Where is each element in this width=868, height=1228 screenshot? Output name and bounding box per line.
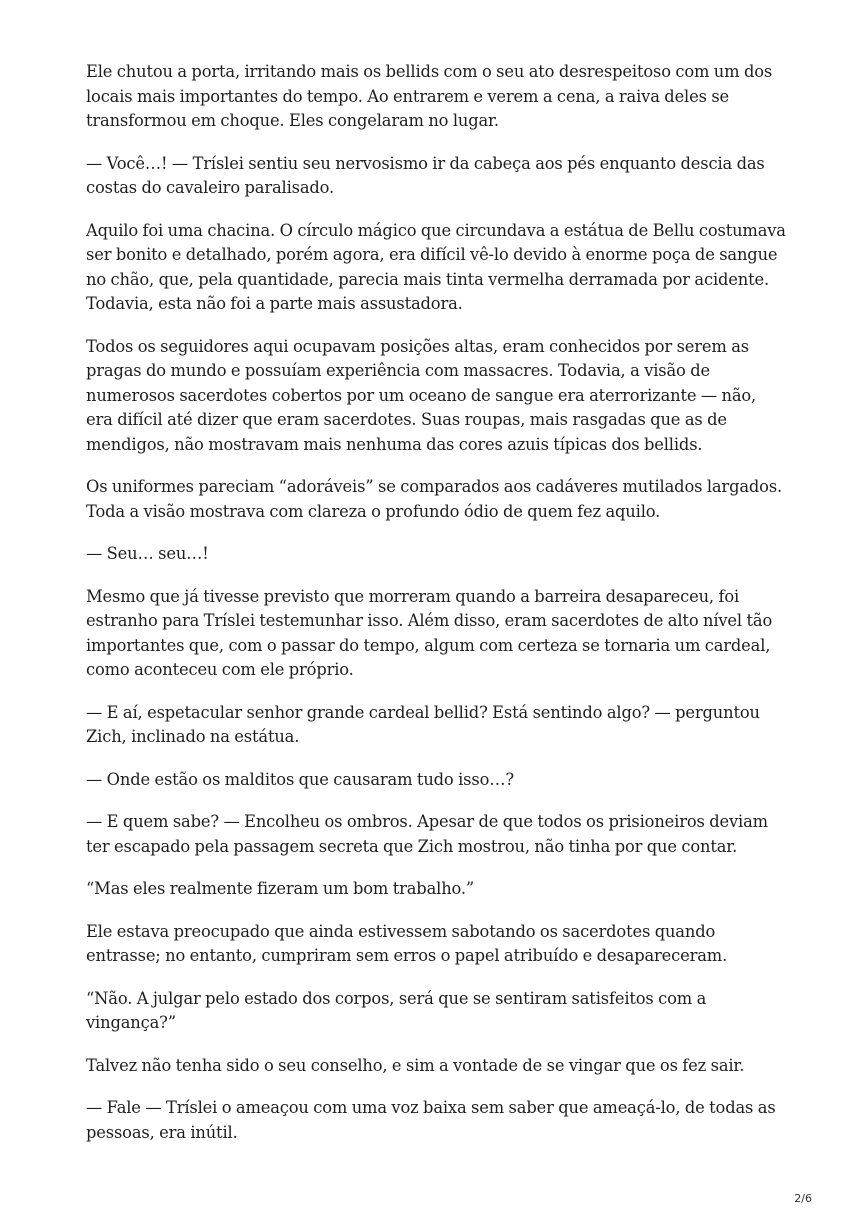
paragraph-8: — E aí, espetacular senhor grande cardeal bellid? Está sentindo algo? — perguntou Zich, inclinado na estátua. (86, 702, 760, 746)
paragraph-1: Ele chutou a porta, irritando mais os bellids com o seu ato desrespeitoso com um dos locais mais importantes do tempo. Ao entrarem e verem a cena, a raiva deles se transformou em choque. Eles congelaram no lugar. (86, 62, 773, 130)
paragraph-10: — E quem sabe? — Encolheu os ombros. Apesar de que todos os prisioneiros deviam ter escapado pela passagem secreta que Zich mostrou, não tinha por que contar. (86, 812, 768, 856)
paragraph-3: Aquilo foi uma chacina. O círculo mágico que circundava a estátua de Bellu costumava ser bonito e detalhado, porém agora, era difícil vê-lo devido à enorme poça de sangue no chão, que, pela quantidade, parecia mais tinta vermelha derramada por acidente. Todavia, esta não foi a parte mais assustadora. (86, 220, 786, 313)
paragraph-15: — Fale — Tríslei o ameaçou com uma voz baixa sem saber que ameaçá-lo, de todas as pessoas, era inútil. (86, 1098, 776, 1142)
paragraph-13: “Não. A julgar pelo estado dos corpos, será que se sentiram satisfeitos com a vingança?” (86, 988, 707, 1032)
paragraph-14: Talvez não tenha sido o seu conselho, e sim a vontade de se vingar que os fez sair. (86, 1055, 745, 1075)
paragraph-4: Todos os seguidores aqui ocupavam posições altas, eram conhecidos por serem as pragas do mundo e possuíam experiência com massacres. Todavia, a visão de numerosos sacerdotes cobertos por um oceano de sangue era aterrorizante — não, era difícil até dizer que eram sacerdotes. Suas roupas, mais rasgadas que as de mendigos, não mostravam mais nenhuma das cores azuis típicas dos bellids. (86, 336, 757, 454)
document-body (86, 60, 786, 1163)
page-number: 2/6 (794, 1192, 812, 1205)
paragraph-9: — Onde estão os malditos que causaram tudo isso…? (86, 769, 514, 789)
paragraph-5: Os uniformes pareciam “adoráveis” se comparados aos cadáveres mutilados largados. Toda a visão mostrava com clareza o profundo ódio de quem fez aquilo. (86, 477, 783, 521)
paragraph-12: Ele estava preocupado que ainda estivessem sabotando os sacerdotes quando entrasse; no entanto, cumpriram sem erros o papel atribuído e desapareceram. (86, 921, 728, 965)
paragraph-7: Mesmo que já tivesse previsto que morreram quando a barreira desapareceu, foi estranho para Tríslei testemunhar isso. Além disso, eram sacerdotes de alto nível tão importantes que, com o passar do tempo, algum com certeza se tornaria um cardeal, como aconteceu com ele próprio. (86, 586, 773, 679)
paragraph-6: — Seu… seu…! (86, 544, 209, 563)
paragraph-11: “Mas eles realmente fizeram um bom trabalho.” (86, 879, 475, 898)
paragraph-2: — Você…! — Tríslei sentiu seu nervosismo ir da cabeça aos pés enquanto descia das costas do cavaleiro paralisado. (86, 153, 765, 197)
